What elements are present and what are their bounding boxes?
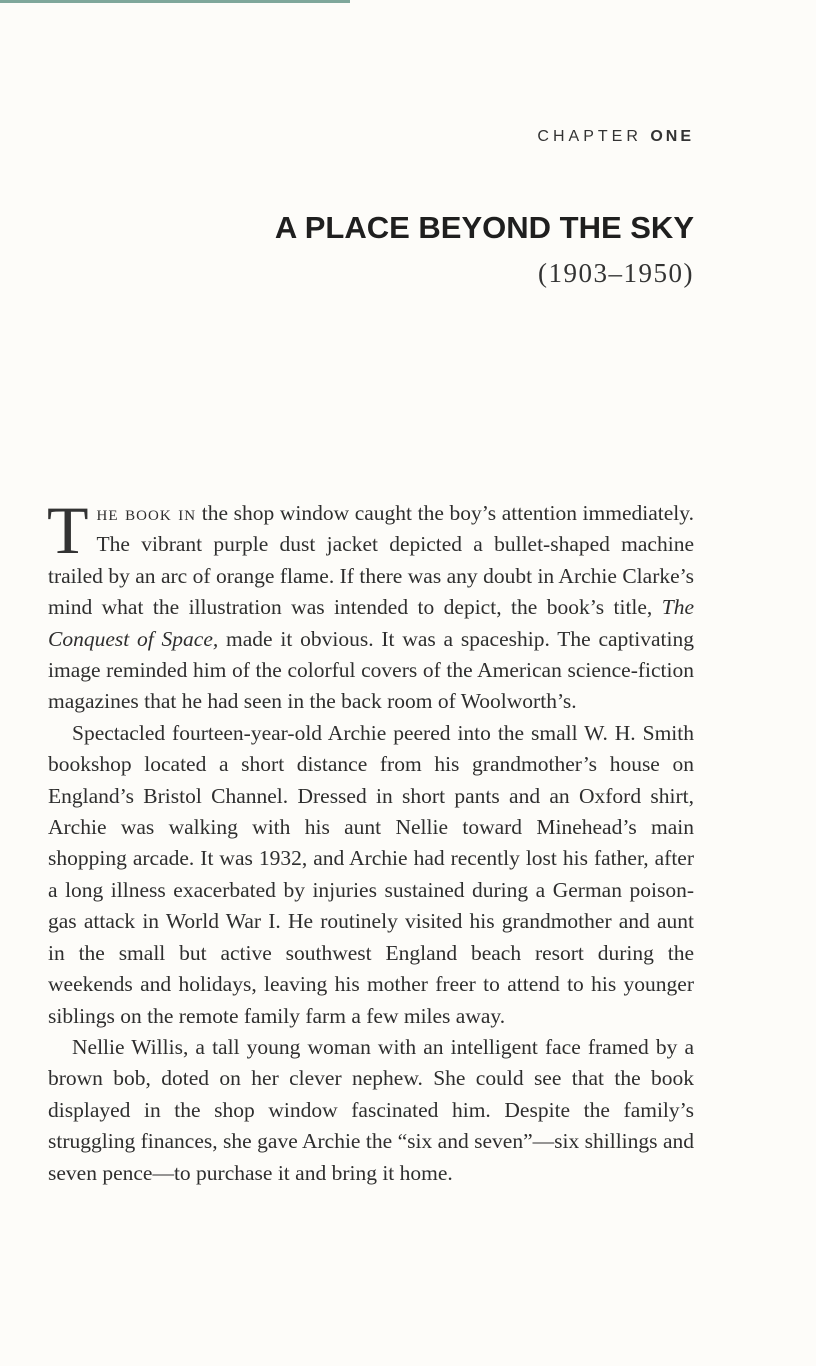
body-text bbox=[47, 492, 694, 1189]
top-rule bbox=[0, 0, 350, 3]
chapter-number: ONE bbox=[650, 128, 694, 145]
chapter-label bbox=[537, 128, 694, 146]
paragraph-1-text-a: the shop window caught the boy’s attention immediately. The vibrant purple dust jacket depicted a bullet-shaped machine trailed by an arc of orange flame. If there was any doubt in Archie Clarke’s mind what the illustration was intended to depict, the book’s title, bbox=[48, 501, 694, 620]
paragraph-1-text-b: made it obvious. It was a spaceship. The captivating image reminded him of the colorful covers of the American science-fiction magazines that he had seen in the back room of Woolworth’s. bbox=[48, 626, 694, 714]
drop-cap: T bbox=[47, 492, 89, 568]
chapter-title: A PLACE BEYOND THE SKY bbox=[274, 210, 694, 245]
paragraph-1 bbox=[47, 492, 694, 718]
chapter-label-prefix: CHAPTER bbox=[537, 128, 642, 145]
paragraph-2: Spectacled fourteen-year-old Archie peered into the small W. H. Smith bookshop located a short distance from his grandmother’s house on England’s Bristol Channel. Dressed in short pants and an Oxford shirt, Archie was walking with his aunt Nellie toward Minehead’s main shopping arcade. It was 1932, and Archie had recently lost his father, after a long illness exacerbated by injuries sustained during a German poison-gas attack in World War I. He routinely visited his grandmother and aunt in the small but active southwest England beach resort during the weekends and holidays, leaving his mother freer to attend to his younger siblings on the remote family farm a few miles away. bbox=[48, 720, 694, 1028]
paragraph-3: Nellie Willis, a tall young woman with an intelligent face framed by a brown bob, doted on her clever nephew. She could see that the book displayed in the shop window fascinated him. Despite the family’s struggling finances, she gave Archie the “six and seven”—six shillings and seven pence—to purchase it and bring it home. bbox=[48, 1034, 694, 1185]
lead-in-smallcaps: he book in bbox=[96, 501, 197, 525]
chapter-years: (1903–1950) bbox=[538, 258, 694, 288]
book-title: The Conquest of Space, bbox=[48, 595, 694, 651]
